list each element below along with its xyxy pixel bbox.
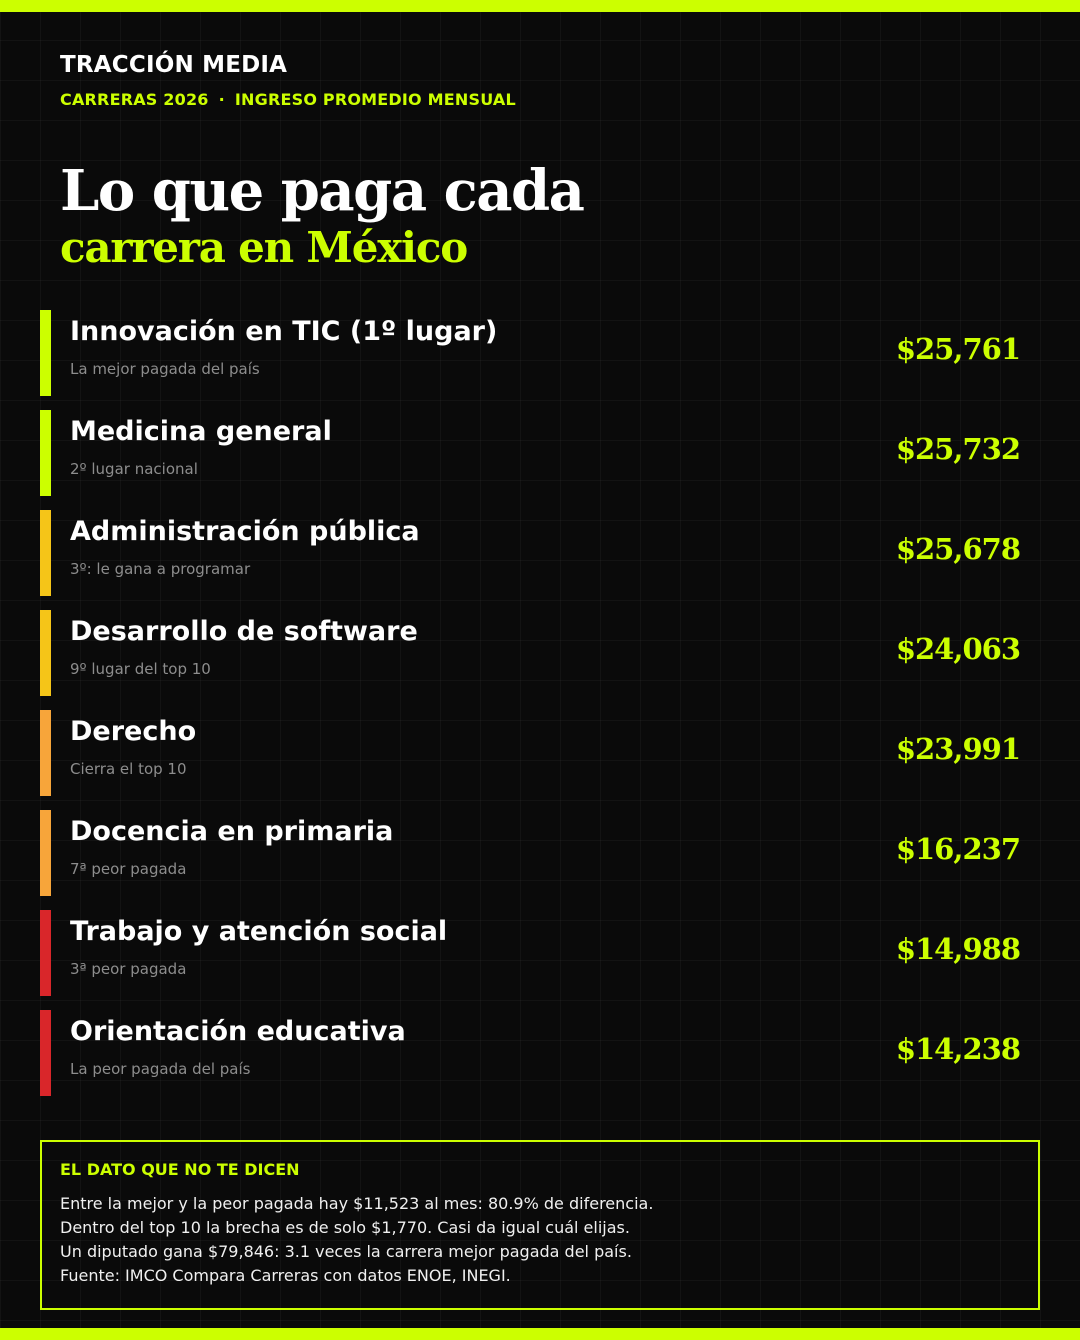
career-name: Desarrollo de software xyxy=(70,616,418,647)
career-row xyxy=(40,510,1020,596)
row-accent-bar xyxy=(40,310,51,396)
career-row xyxy=(40,1010,1020,1096)
career-salary: $14,988 xyxy=(895,932,1020,966)
career-note: Cierra el top 10 xyxy=(70,760,187,778)
career-name: Derecho xyxy=(70,716,197,747)
top-accent-bar xyxy=(0,0,1080,12)
career-salary: $25,761 xyxy=(895,332,1020,366)
row-accent-bar xyxy=(40,610,51,696)
career-salary: $25,678 xyxy=(895,532,1020,566)
subtitle xyxy=(60,90,516,109)
career-row xyxy=(40,810,1020,896)
career-note: La mejor pagada del país xyxy=(70,360,260,378)
career-name: Docencia en primaria xyxy=(70,816,394,847)
fact-source: Fuente: IMCO Compara Carreras con datos ENOE, INEGI. xyxy=(60,1266,511,1285)
row-accent-bar xyxy=(40,1010,51,1096)
career-row xyxy=(40,910,1020,996)
career-note: 7ª peor pagada xyxy=(70,860,187,878)
career-name: Medicina general xyxy=(70,416,332,447)
career-name: Orientación educativa xyxy=(70,1016,406,1047)
career-salary: $14,238 xyxy=(895,1032,1020,1066)
career-list xyxy=(40,310,1020,1110)
career-note: 2º lugar nacional xyxy=(70,460,198,478)
career-row xyxy=(40,610,1020,696)
row-accent-bar xyxy=(40,810,51,896)
row-accent-bar xyxy=(40,910,51,996)
career-salary: $23,991 xyxy=(895,732,1020,766)
career-note: 3ª peor pagada xyxy=(70,960,187,978)
fact-line: Dentro del top 10 la brecha es de solo $1,770. Casi da igual cuál elijas. xyxy=(60,1218,630,1237)
fact-box xyxy=(40,1140,1040,1310)
career-salary: $16,237 xyxy=(895,832,1020,866)
subtitle-separator: · xyxy=(218,90,225,109)
career-row xyxy=(40,710,1020,796)
fact-box-heading: EL DATO QUE NO TE DICEN xyxy=(60,1160,300,1179)
career-name: Administración pública xyxy=(70,516,420,547)
fact-line: Entre la mejor y la peor pagada hay $11,523 al mes: 80.9% de diferencia. xyxy=(60,1194,654,1213)
headline-line-2: carrera en México xyxy=(60,223,468,272)
row-accent-bar xyxy=(40,710,51,796)
bottom-accent-bar xyxy=(0,1328,1080,1340)
fact-box-lines xyxy=(60,1192,653,1288)
career-salary: $24,063 xyxy=(895,632,1020,666)
career-note: La peor pagada del país xyxy=(70,1060,251,1078)
career-note: 3º: le gana a programar xyxy=(70,560,251,578)
career-row xyxy=(40,410,1020,496)
career-name: Innovación en TIC (1º lugar) xyxy=(70,316,498,347)
row-accent-bar xyxy=(40,410,51,496)
career-note: 9º lugar del top 10 xyxy=(70,660,211,678)
row-accent-bar xyxy=(40,510,51,596)
career-row xyxy=(40,310,1020,396)
fact-line: Un diputado gana $79,846: 3.1 veces la carrera mejor pagada del país. xyxy=(60,1242,632,1261)
subtitle-right: INGRESO PROMEDIO MENSUAL xyxy=(234,90,516,109)
headline-line-1: Lo que paga cada xyxy=(60,158,584,224)
brand-name: TRACCIÓN MEDIA xyxy=(60,52,288,78)
career-salary: $25,732 xyxy=(895,432,1020,466)
subtitle-left: CARRERAS 2026 xyxy=(60,90,209,109)
career-name: Trabajo y atención social xyxy=(70,916,448,947)
